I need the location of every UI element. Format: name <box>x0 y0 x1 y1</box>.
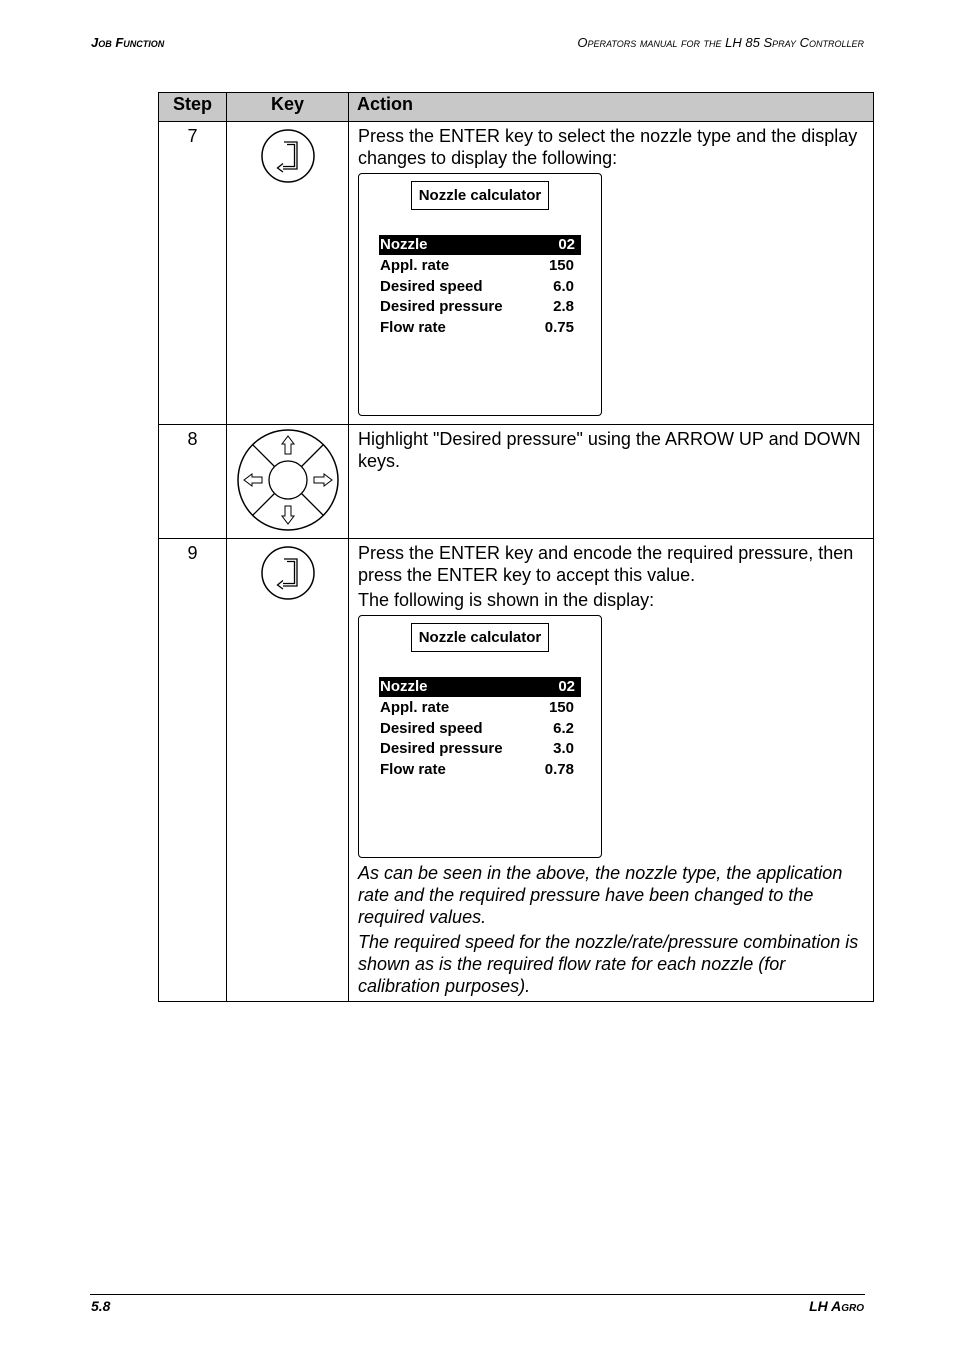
table-row <box>159 425 874 539</box>
display-row-desired-pressure <box>379 739 581 759</box>
display-row-label: Desired pressure <box>380 740 503 757</box>
display-title: Nozzle calculator <box>411 181 549 210</box>
step-number: 8 <box>159 425 227 539</box>
display-row-label: Appl. rate <box>380 699 450 716</box>
table-header-row <box>159 93 874 122</box>
display-row-label: Desired speed <box>380 278 483 295</box>
action-cell <box>349 539 874 1002</box>
display-row-nozzle <box>379 677 581 697</box>
key-cell <box>227 425 349 539</box>
column-header-step: Step <box>159 93 227 122</box>
step-number: 7 <box>159 122 227 425</box>
display-row-value: 0.75 <box>544 319 574 336</box>
arrow-keypad-icon <box>236 428 340 537</box>
display-row-value: 2.8 <box>553 298 574 315</box>
display-row-label: Nozzle <box>380 678 428 695</box>
display-title: Nozzle calculator <box>411 623 549 652</box>
display-row-label: Flow rate <box>380 761 446 778</box>
key-cell <box>227 539 349 1002</box>
display-row-appl-rate <box>379 256 581 276</box>
display-row-desired-pressure <box>379 297 581 317</box>
display-row-value: 02 <box>558 236 575 253</box>
table-row <box>159 539 874 1002</box>
footer-company: LH Agro <box>809 1298 864 1314</box>
note-text: The required speed for the nozzle/rate/pressure combination is shown as is the required flow rate for each nozzle (for calibration purposes). <box>358 932 859 996</box>
note-text: As can be seen in the above, the nozzle type, the application rate and the required pressure have been changed to the required values. <box>358 863 843 927</box>
display-row-desired-speed <box>379 719 581 739</box>
column-header-key: Key <box>227 93 349 122</box>
display-row-value: 6.2 <box>553 720 574 737</box>
action-text: Press the ENTER key to select the nozzle type and the display changes to display the following: <box>358 126 858 168</box>
display-row-label: Nozzle <box>380 236 428 253</box>
action-text: Press the ENTER key and encode the required pressure, then press the ENTER key to accept this value. <box>358 543 854 585</box>
display-row-label: Flow rate <box>380 319 446 336</box>
display-row-value: 3.0 <box>553 740 574 757</box>
display-row-flow-rate <box>379 318 581 338</box>
display-row-label: Appl. rate <box>380 257 450 274</box>
display-row-appl-rate <box>379 698 581 718</box>
display-row-value: 150 <box>548 699 574 716</box>
page-number: 5.8 <box>91 1298 111 1314</box>
display-row-flow-rate <box>379 760 581 780</box>
display-row-value: 0.78 <box>544 761 574 778</box>
display-row-desired-speed <box>379 277 581 297</box>
display-row-nozzle <box>379 235 581 255</box>
header-manual-title: Operators manual for the LH 85 Spray Controller <box>577 35 864 50</box>
display-row-value: 02 <box>558 678 575 695</box>
enter-icon <box>260 128 316 189</box>
display-row-value: 6.0 <box>553 278 574 295</box>
display-row-value: 150 <box>548 257 574 274</box>
display-row-label: Desired speed <box>380 720 483 737</box>
display-screen <box>358 615 602 858</box>
enter-icon <box>260 545 316 606</box>
column-header-action: Action <box>349 93 874 122</box>
key-cell <box>227 122 349 425</box>
action-cell <box>349 425 874 539</box>
action-text: Highlight "Desired pressure" using the ARROW UP and DOWN keys. <box>358 429 861 471</box>
table-row <box>159 122 874 425</box>
header-section-title: Job Function <box>91 35 165 50</box>
action-text: The following is shown in the display: <box>358 590 655 610</box>
display-screen <box>358 173 602 416</box>
display-row-label: Desired pressure <box>380 298 503 315</box>
footer-rule <box>90 1294 865 1295</box>
procedure-table <box>158 92 874 1002</box>
step-number: 9 <box>159 539 227 1002</box>
action-cell <box>349 122 874 425</box>
